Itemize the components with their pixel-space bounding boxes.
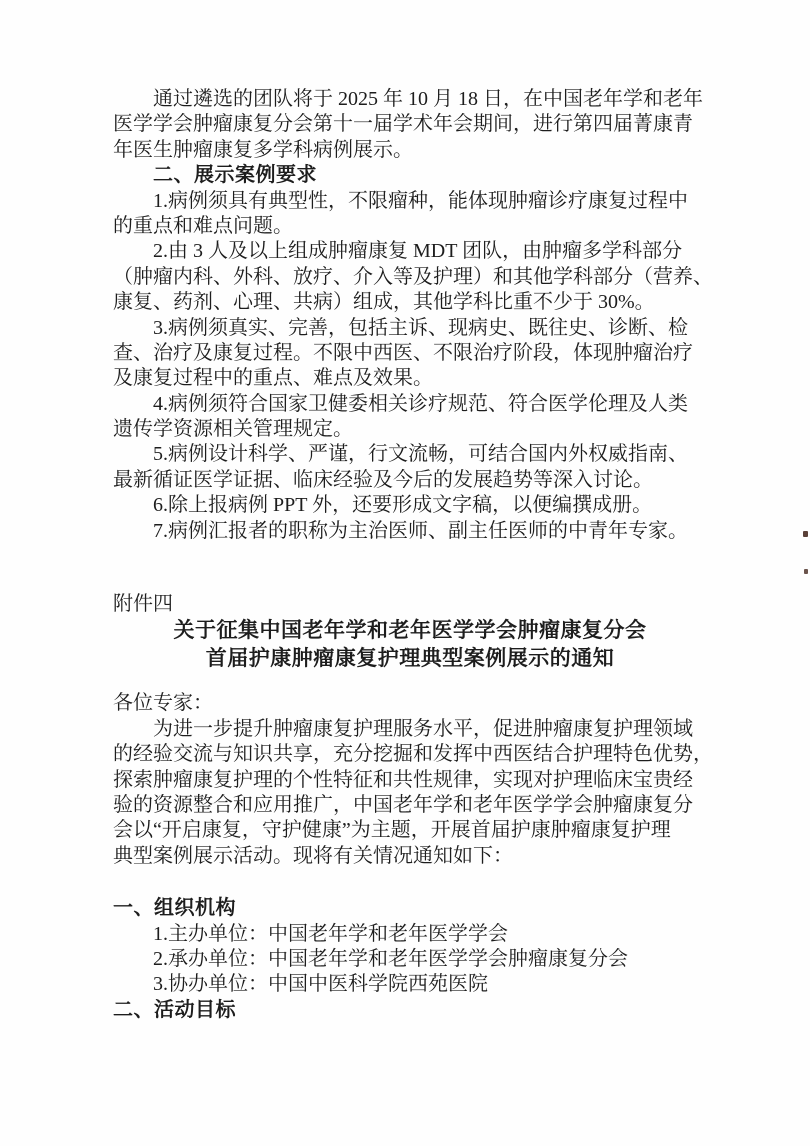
intro-paragraph-line: 会以“开启康复，守护健康”为主题，开展首届护康肿瘤康复护理	[113, 819, 671, 842]
requirement-item-line: 查、治疗及康复过程。不限中西医、不限治疗阶段，体现肿瘤治疗	[113, 341, 693, 364]
intro-paragraph-line: 探索肿瘤康复护理的个性特征和共性规律，实现对护理临床宝贵经	[113, 768, 693, 791]
section-heading-organization: 一、组织机构	[113, 897, 236, 920]
organization-item: 2.承办单位：中国老年学和老年医学学会肿瘤康复分会	[153, 947, 628, 970]
requirement-item-line: 3.病例须真实、完善，包括主诉、现病史、既往史、诊断、检	[153, 316, 688, 339]
organization-item: 3.协办单位：中国中医科学院西苑医院	[153, 973, 488, 996]
requirement-item-line: （肿瘤内科、外科、放疗、介入等及护理）和其他学科部分（营养、	[113, 265, 713, 288]
requirement-item-line: 2.由 3 人及以上组成肿瘤康复 MDT 团队，由肿瘤多学科部分	[153, 240, 683, 263]
intro-paragraph-line: 的经验交流与知识共享，充分挖掘和发挥中西医结合护理特色优势，	[113, 743, 713, 766]
organization-item: 1.主办单位：中国老年学和老年医学学会	[153, 922, 508, 945]
requirement-item-line: 4.病例须符合国家卫健委相关诊疗规范、符合医学伦理及人类	[153, 392, 688, 415]
requirement-item-line: 7.病例汇报者的职称为主治医师、副主任医师的中青年专家。	[153, 519, 688, 542]
intro-paragraph-line: 典型案例展示活动。现将有关情况通知如下：	[113, 844, 513, 867]
attachment-label: 附件四	[113, 593, 173, 616]
salutation: 各位专家：	[113, 692, 213, 715]
requirement-item-line: 最新循证医学证据、临床经验及今后的发展趋势等深入讨论。	[113, 468, 653, 491]
section-heading-goals: 二、活动目标	[113, 998, 236, 1021]
intro-paragraph-line: 验的资源整合和应用推广，中国老年学和老年医学学会肿瘤康复分	[113, 793, 693, 816]
paragraph-line: 年医生肿瘤康复多学科病例展示。	[113, 138, 413, 161]
requirement-item-line: 的重点和难点问题。	[113, 214, 293, 237]
requirement-item-line: 1.病例须具有典型性，不限瘤种，能体现肿瘤诊疗康复过程中	[153, 189, 688, 212]
requirement-item-line: 及康复过程中的重点、难点及效果。	[113, 367, 433, 390]
requirement-item-line: 康复、药剂、心理、共病）组成，其他学科比重不少于 30%。	[113, 291, 655, 314]
requirement-item-line: 5.病例设计科学、严谨，行文流畅，可结合国内外权威指南、	[153, 443, 688, 466]
requirement-item-line: 6.除上报病例 PPT 外，还要形成文字稿，以便编撰成册。	[153, 494, 653, 517]
requirement-item-line: 遗传学资源相关管理规定。	[113, 418, 353, 441]
intro-paragraph-line: 为进一步提升肿瘤康复护理服务水平，促进肿瘤康复护理领域	[153, 717, 693, 740]
paragraph-line: 通过遴选的团队将于 2025 年 10 月 18 日，在中国老年学和老年	[153, 88, 703, 110]
document-content	[113, 87, 713, 1023]
scan-artifact	[803, 531, 808, 537]
scan-artifact	[804, 569, 808, 574]
paragraph-line: 医学学会肿瘤康复分会第十一届学术年会期间，进行第四届菁康青	[113, 113, 693, 136]
section-heading-case-requirements: 二、展示案例要求	[153, 164, 317, 187]
notice-title-line: 首届护康肿瘤康复护理典型案例展示的通知	[205, 647, 615, 671]
notice-title-line: 关于征集中国老年学和老年医学学会肿瘤康复分会	[173, 619, 647, 643]
